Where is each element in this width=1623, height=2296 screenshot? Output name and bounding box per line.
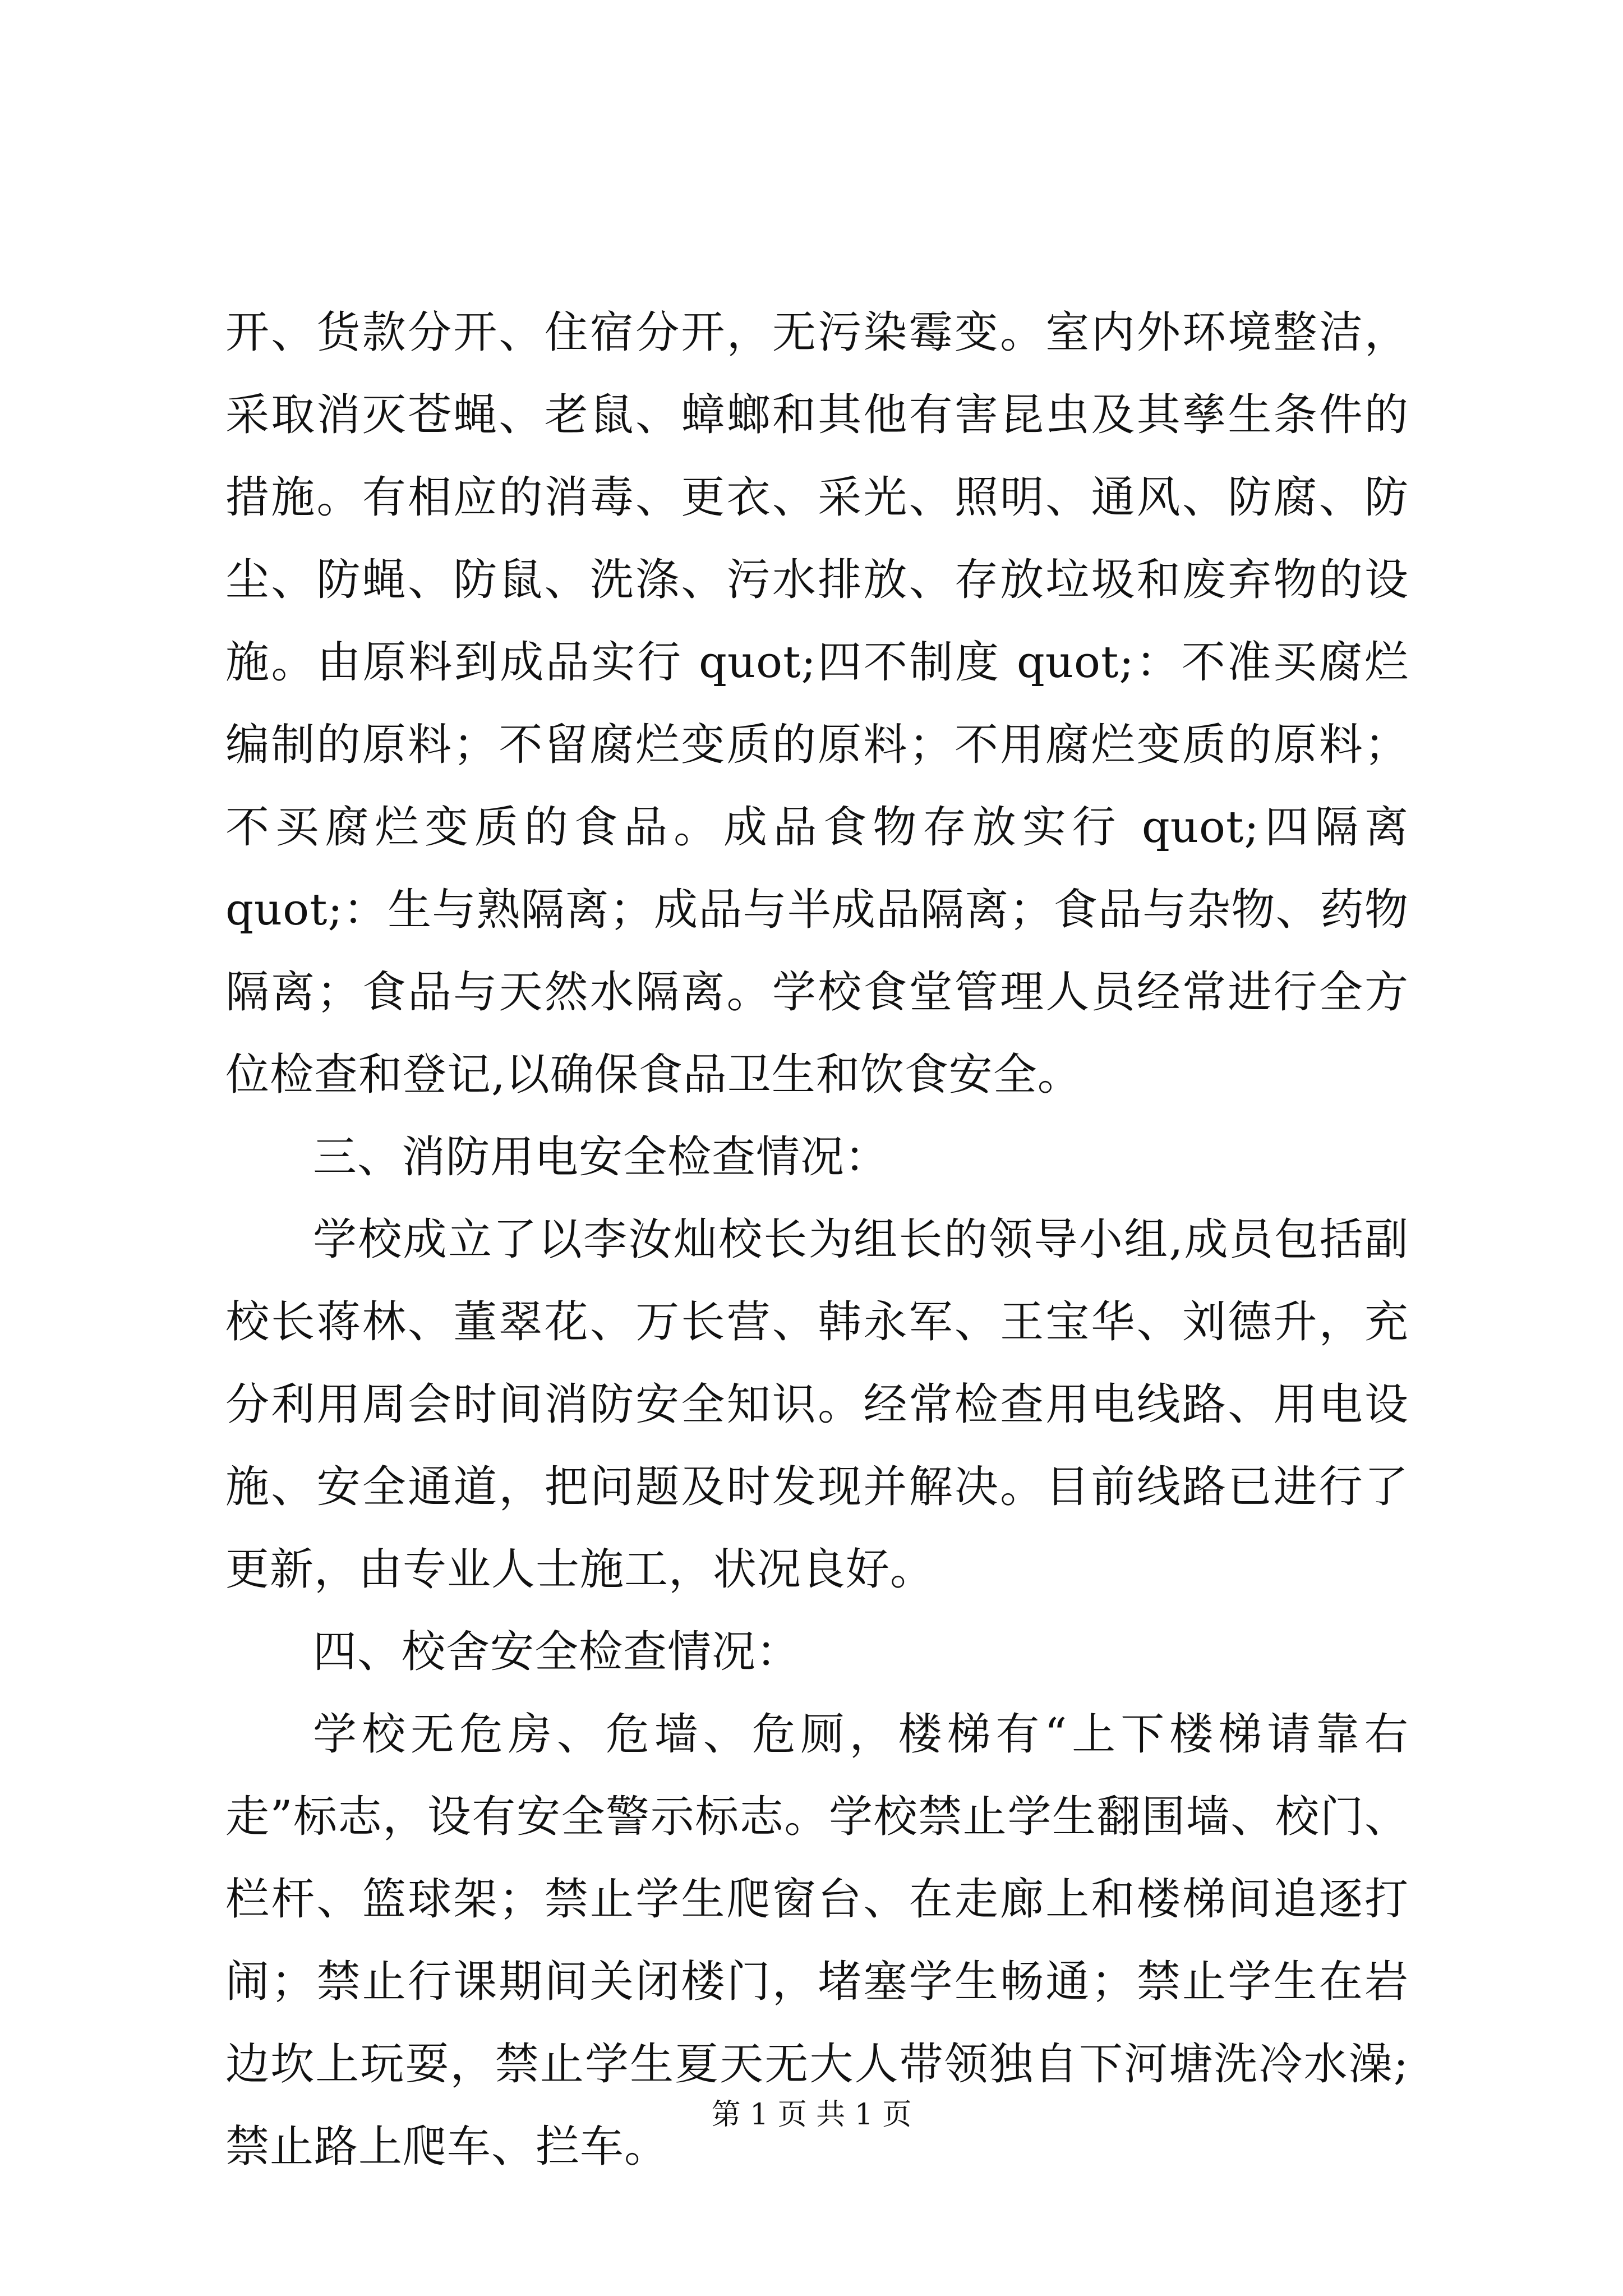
paragraph-continuation: 开、货款分开、住宿分开，无污染霉变。室内外环境整洁，采取消灭苍蝇、老鼠、蟑螂和其他有害昆虫及其孳生条件的措施。有相应的消毒、更衣、采光、照明、通风、防腐、防尘、防蝇、防鼠、洗涤、污水排放、存放垃圾和废弃物的设施。由原料到成品实行 quot;四不制度 quot;：不准买腐烂编制的原料；不留腐烂变质的原料；不用腐烂变质的原料；不买腐烂变质的食品。成品食物存放实行 quot;四隔离 quot;：生与熟隔离；成品与半成品隔离；食品与杂物、药物隔离；食品与天然水隔离。学校食堂管理人员经常进行全方位检查和登记,以确保食品卫生和饮食安全。 [225, 307, 1409, 1100]
section-heading-building-safety: 四、校舍安全检查情况： [313, 1627, 801, 1677]
paragraph-building-safety: 学校无危房、危墙、危厕，楼梯有“上下楼梯请靠右走”标志，设有安全警示标志。学校禁止学生翻围墙、校门、栏杆、篮球架；禁止学生爬窗台、在走廊上和楼梯间追逐打闹；禁止行课期间关闭楼门，堵塞学生畅通；禁止学生在岩边坎上玩耍，禁止学生夏天无大人带领独自下河塘洗冷水澡;禁止路上爬车、拦车。 [225, 1709, 1409, 2172]
section-heading-fire-electric-safety: 三、消防用电安全检查情况： [313, 1132, 889, 1182]
paragraph-fire-electric-safety: 学校成立了以李汝灿校长为组长的领导小组,成员包括副校长蒋林、董翠花、万长营、韩永军、王宝华、刘德升，充分利用周会时间消防安全知识。经常检查用电线路、用电设施、安全通道，把问题及时发现并解决。目前线路已进行了更新，由专业人士施工，状况良好。 [225, 1214, 1409, 1595]
page-footer: 第 1 页 共 1 页 [711, 2098, 912, 2132]
document-body [225, 292, 1409, 2188]
